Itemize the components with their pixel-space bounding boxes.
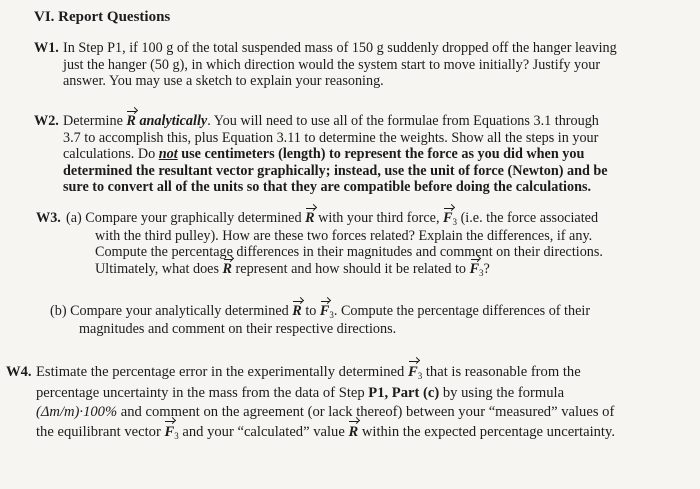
text-line: determined the resultant vector graphically; instead, use the unit of force (Newton) and be — [63, 162, 608, 179]
text-line — [36, 384, 615, 404]
text-line — [66, 210, 603, 228]
bold-text: use centimeters (length) to represent the force as you did when you — [177, 146, 585, 163]
text-line: answer. You may use a sketch to explain your reasoning. — [63, 73, 384, 90]
text-run: represent and how should it be related to — [232, 260, 470, 277]
text-line — [63, 113, 608, 130]
text-run: calculations. Do — [63, 146, 159, 163]
text-run: that is reasonable from the — [422, 364, 581, 380]
text-run: (i.e. the force associated — [457, 210, 599, 226]
formula: (Δm/m)·100% — [36, 404, 118, 420]
text-line: with the third pulley). How are these two forces related? Explain the differences, if any. — [95, 227, 593, 244]
text-line: magnitudes and comment on their respective directions. — [79, 320, 397, 337]
vector-r: R — [126, 113, 136, 129]
text-run: (a) Compare your graphically determined — [66, 210, 306, 226]
text-line: just the hanger (50 g), in which direction would the system start to move initially? Justify your — [63, 56, 601, 73]
vector-f: F — [469, 260, 480, 277]
subscript: 3 — [417, 371, 423, 381]
vector-r: R — [292, 303, 302, 319]
bold-text: P1, Part (c) — [368, 384, 440, 401]
emphasis-text: not — [158, 146, 178, 163]
text-run: to — [301, 303, 320, 319]
subscript: 3 — [174, 430, 179, 441]
vector-r: R — [222, 260, 232, 277]
question-number: W3. — [36, 210, 61, 226]
subscript: 3 — [329, 310, 334, 320]
vector-r: R — [348, 423, 358, 443]
text-line: sure to convert all of the units so that they are compatible before doing the calculations. — [63, 179, 592, 196]
question-number: W2. — [34, 113, 59, 129]
text-line: In Step P1, if 100 g of the total suspended mass of 150 g suddenly dropped off the hanger leaving — [63, 40, 617, 56]
question-number: W4. — [6, 364, 32, 380]
subscript: 3 — [479, 267, 484, 278]
text-run: Determine — [63, 113, 127, 129]
subscript: 3 — [452, 217, 458, 227]
text-run: Estimate the percentage error in the experimentally determined — [36, 364, 408, 380]
text-run: with your third force, — [314, 210, 444, 226]
text-run: . Compute the percentage differences of their — [333, 303, 591, 319]
text-run: (b) Compare your analytically determined — [50, 303, 293, 319]
section-title: VI. Report Questions — [34, 9, 171, 25]
vector-f: F — [164, 423, 174, 443]
text-line — [36, 423, 615, 444]
text-run: within the expected percentage uncertainty. — [358, 423, 615, 440]
vector-f: F — [408, 363, 418, 383]
text-run: by using the formula — [439, 384, 565, 401]
text-line — [63, 146, 608, 163]
text-line — [50, 303, 590, 321]
emphasis-text: analytically — [135, 113, 208, 129]
vector-f: F — [319, 303, 330, 319]
vector-r: R — [305, 210, 315, 226]
question-number: W1. — [34, 40, 59, 56]
vector-f: F — [443, 210, 453, 226]
text-run: percentage uncertainty in the mass from the data of Step — [36, 384, 369, 401]
text-line: Compute the percentage differences in their magnitudes and comment on their directions. — [95, 244, 603, 261]
text-run: and comment on the agreement (or lack thereof) between your “measured” values of — [117, 404, 615, 420]
text-line — [36, 403, 615, 423]
text-line — [66, 261, 603, 279]
text-run: the equilibrant vector — [36, 423, 165, 440]
text-run: . You will need to use all of the formulae from Equations 3.1 through — [207, 113, 599, 129]
text-run: and your “calculated” value — [178, 423, 349, 440]
text-run: ? — [483, 260, 490, 277]
text-line — [36, 363, 615, 384]
text-run: Ultimately, what does — [95, 260, 223, 277]
text-line: 3.7 to accomplish this, plus Equation 3.11 to determine the weights. Show all the steps in your — [63, 129, 599, 146]
